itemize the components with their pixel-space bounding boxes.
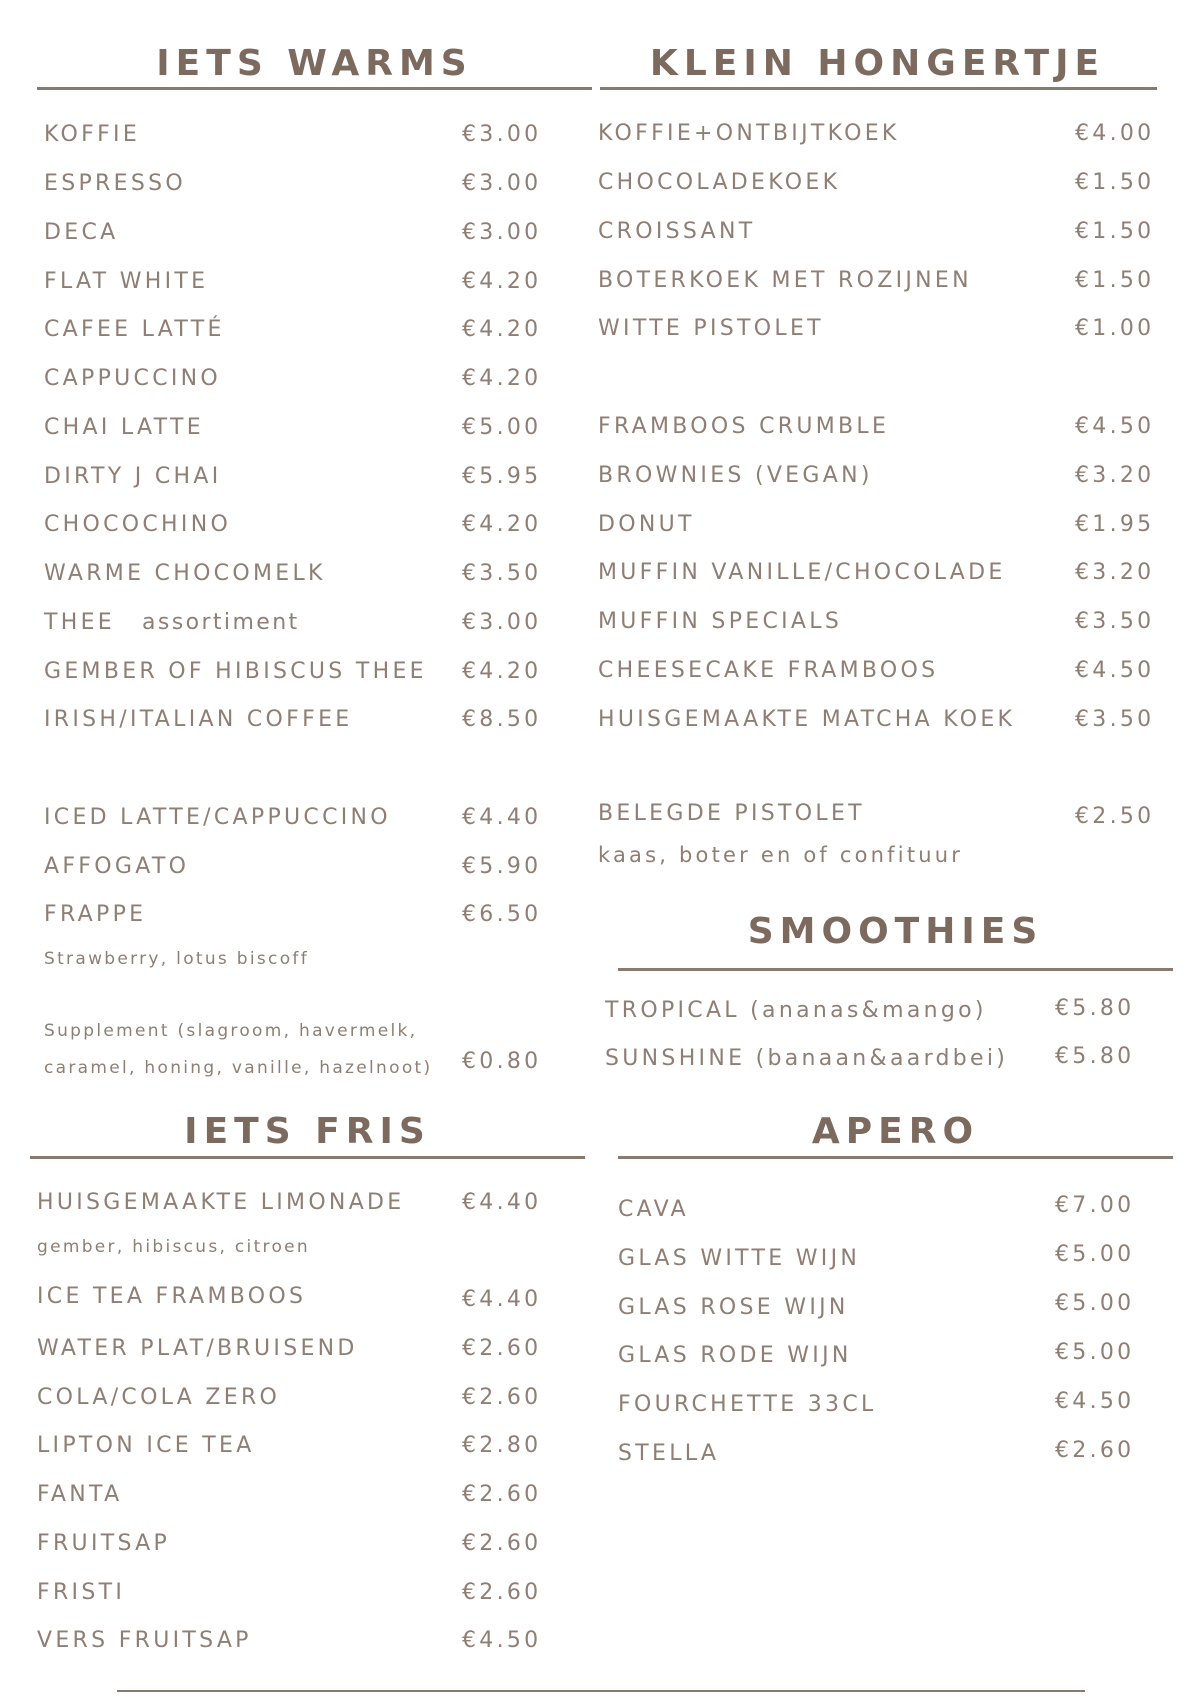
menu-item-name: FLAT WHITE	[44, 269, 209, 294]
menu-item-price: €3.50	[462, 561, 542, 586]
menu-item-price: €3.50	[1075, 707, 1155, 732]
menu-item-name: BELEGDE PISTOLET	[598, 801, 865, 826]
menu-item-name: GLAS ROSE WIJN	[618, 1295, 849, 1320]
menu-item-price: €3.20	[1075, 463, 1155, 488]
divider-iets-warms	[37, 87, 592, 90]
menu-item-price: €3.00	[462, 610, 542, 635]
section-title-smoothies: SMOOTHIES	[747, 911, 1044, 952]
menu-item-name: WARME CHOCOMELK	[44, 561, 326, 586]
menu-item-price: €4.20	[462, 659, 542, 684]
menu-item-price: €7.00	[1055, 1193, 1135, 1218]
section-title-iets-warms: IETS WARMS	[156, 43, 473, 84]
menu-item-name: BROWNIES (VEGAN)	[598, 463, 873, 488]
supplement-note-line1: Supplement (slagroom, havermelk,	[44, 1021, 418, 1041]
menu-item-name: MUFFIN SPECIALS	[598, 609, 843, 634]
pistolet-options-note: kaas, boter en of confituur	[598, 843, 964, 867]
menu-item-name: DONUT	[598, 512, 695, 537]
menu-item-price: €2.50	[1075, 804, 1155, 829]
menu-item-name: FOURCHETTE 33CL	[618, 1392, 877, 1417]
menu-item-name: WITTE PISTOLET	[598, 316, 824, 341]
menu-item-name: GLAS WITTE WIJN	[618, 1246, 861, 1271]
menu-item-name: WATER PLAT/BRUISEND	[37, 1336, 358, 1361]
menu-item-name: CHOCOCHINO	[44, 512, 232, 537]
menu-item-name: CHOCOLADEKOEK	[598, 170, 841, 195]
menu-item-price: €5.00	[1055, 1242, 1135, 1267]
menu-item-note: assortiment	[142, 610, 300, 635]
menu-item-price: €3.00	[462, 171, 542, 196]
menu-item-name: FRAMBOOS CRUMBLE	[598, 414, 890, 439]
menu-item-price: €4.20	[462, 317, 542, 342]
menu-item-name: DIRTY J CHAI	[44, 464, 222, 489]
menu-item-price: €3.00	[462, 122, 542, 147]
menu-item-price: €2.60	[462, 1580, 542, 1605]
limonade-flavours-note: gember, hibiscus, citroen	[37, 1237, 310, 1257]
menu-item-name: AFFOGATO	[44, 854, 190, 879]
menu-item-price: €8.50	[462, 707, 542, 732]
divider-apero	[618, 1156, 1173, 1159]
menu-item-name: CHEESECAKE FRAMBOOS	[598, 658, 939, 683]
menu-item-name: GEMBER OF HIBISCUS THEE	[44, 659, 427, 684]
menu-item-name: CHAI LATTE	[44, 415, 204, 440]
menu-item-price: €4.50	[1075, 414, 1155, 439]
supplement-price: €0.80	[462, 1049, 542, 1074]
menu-item-price: €4.20	[462, 269, 542, 294]
menu-item-price: €1.50	[1075, 268, 1155, 293]
menu-item-name: CAVA	[618, 1197, 689, 1222]
menu-item-name: FANTA	[37, 1482, 123, 1507]
menu-item-price: €4.40	[462, 805, 542, 830]
menu-item-price: €1.00	[1075, 316, 1155, 341]
menu-item-price: €4.20	[462, 366, 542, 391]
menu-item-name: GLAS RODE WIJN	[618, 1343, 852, 1368]
menu-item-name: FRUITSAP	[37, 1531, 171, 1556]
menu-item-price: €1.50	[1075, 219, 1155, 244]
menu-item-name: KOFFIE	[44, 122, 141, 147]
menu-item-name: MUFFIN VANILLE/CHOCOLADE	[598, 560, 1006, 585]
menu-item-name: HUISGEMAAKTE LIMONADE	[37, 1190, 405, 1215]
bottom-divider	[117, 1690, 1085, 1692]
frappe-flavours-note: Strawberry, lotus biscoff	[44, 949, 309, 969]
menu-item-name: CAPPUCCINO	[44, 366, 222, 391]
menu-item-price: €5.00	[1055, 1340, 1135, 1365]
menu-item-price: €5.00	[1055, 1291, 1135, 1316]
menu-item-price: €5.00	[462, 415, 542, 440]
menu-item-price: €2.60	[1055, 1438, 1135, 1463]
menu-item-price: €4.40	[462, 1190, 542, 1215]
menu-item-price: €2.60	[462, 1482, 542, 1507]
menu-item-price: €4.50	[1055, 1389, 1135, 1414]
menu-item-name: TROPICAL (ananas&mango)	[605, 998, 987, 1023]
menu-item-name: CROISSANT	[598, 219, 756, 244]
menu-item-name: DECA	[44, 220, 119, 245]
section-title-iets-fris: IETS FRIS	[184, 1111, 431, 1152]
menu-item-price: €4.50	[462, 1628, 542, 1653]
menu-item-name: IRISH/ITALIAN COFFEE	[44, 707, 353, 732]
menu-item-price: €5.80	[1055, 996, 1135, 1021]
menu-item-price: €2.60	[462, 1531, 542, 1556]
menu-item-name: LIPTON ICE TEA	[37, 1433, 255, 1458]
menu-item-price: €6.50	[462, 902, 542, 927]
menu-item-name: FRISTI	[37, 1580, 126, 1605]
menu-item-name: ICE TEA FRAMBOOS	[37, 1284, 307, 1309]
menu-item-price: €3.00	[462, 220, 542, 245]
divider-smoothies	[618, 968, 1173, 971]
menu-item-name: HUISGEMAAKTE MATCHA KOEK	[598, 707, 1016, 732]
menu-item-name: COLA/COLA ZERO	[37, 1385, 281, 1410]
menu-item-price: €1.50	[1075, 170, 1155, 195]
menu-item-name: ESPRESSO	[44, 171, 186, 196]
menu-item-price: €1.95	[1075, 512, 1155, 537]
menu-item-price: €3.50	[1075, 609, 1155, 634]
menu-item-price: €5.90	[462, 854, 542, 879]
menu-item-name: STELLA	[618, 1441, 720, 1466]
menu-item-name: VERS FRUITSAP	[37, 1628, 252, 1653]
divider-klein-hongertje	[600, 87, 1157, 90]
menu-item-name: ICED LATTE/CAPPUCCINO	[44, 805, 391, 830]
section-title-klein-hongertje: KLEIN HONGERTJE	[649, 43, 1106, 84]
menu-item-price: €2.80	[462, 1433, 542, 1458]
menu-item-name: KOFFIE+ONTBIJTKOEK	[598, 121, 900, 146]
menu-item-price: €3.20	[1075, 560, 1155, 585]
menu-item-price: €4.50	[1075, 658, 1155, 683]
section-title-apero: APERO	[811, 1111, 980, 1152]
menu-item-price: €5.95	[462, 464, 542, 489]
menu-item-price: €4.40	[462, 1287, 542, 1312]
menu-item-name: THEE	[44, 610, 115, 635]
supplement-note-line2: caramel, honing, vanille, hazelnoot)	[44, 1058, 433, 1078]
divider-iets-fris	[30, 1156, 585, 1159]
menu-item-name: FRAPPE	[44, 902, 147, 927]
menu-item-name: CAFEE LATTÉ	[44, 317, 225, 342]
menu-item-name: SUNSHINE (banaan&aardbei)	[605, 1046, 1009, 1071]
menu-item-price: €2.60	[462, 1385, 542, 1410]
menu-item-price: €4.20	[462, 512, 542, 537]
menu-item-price: €2.60	[462, 1336, 542, 1361]
menu-item-price: €4.00	[1075, 121, 1155, 146]
menu-item-name: BOTERKOEK MET ROZIJNEN	[598, 268, 972, 293]
menu-item-price: €5.80	[1055, 1044, 1135, 1069]
